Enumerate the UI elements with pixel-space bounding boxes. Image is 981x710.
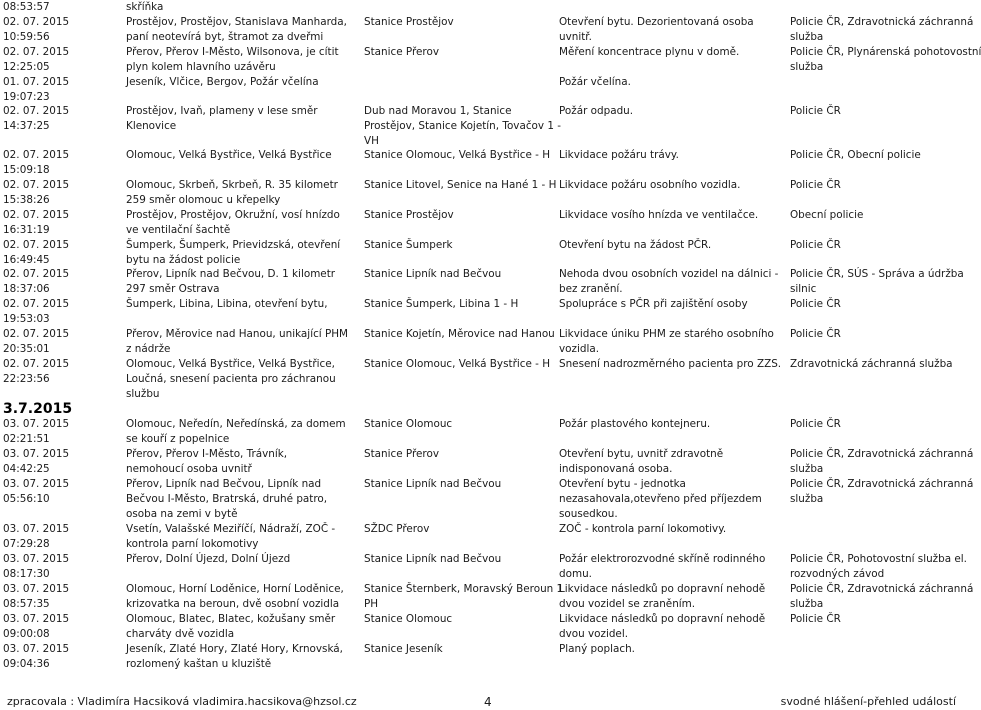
row-event: Likvidace požáru trávy.: [559, 149, 679, 161]
row-time: 08:53:57: [3, 1, 50, 13]
row-time: 08:17:30: [3, 568, 50, 580]
row-date: 03. 07. 2015: [3, 418, 70, 430]
row-event: Měření koncentrace plynu v domě.: [559, 46, 740, 58]
row-station: Stanice Šumperk: [364, 239, 453, 251]
row-location: Přerov, Lipník nad Bečvou, Lipník nad Bečvou I-Město, Bratrská, druhé patro, osoba na zemi v bytě: [126, 478, 328, 520]
footer-document-title: svodné hlášení-přehled událostí: [780, 695, 956, 708]
row-date: 03. 07. 2015: [3, 613, 70, 625]
row-station: Stanice Olomouc, Velká Bystřice - H: [364, 149, 551, 161]
row-location: Přerov, Přerov I-Město, Wilsonova, je cítit plyn kolem hlavního uzávěru: [126, 46, 339, 73]
row-organizations: Policie ČR, Zdravotnická záchranná služba: [790, 448, 974, 475]
row-location: Olomouc, Velká Bystřice, Velká Bystřice, Loučná, snesení pacienta pro záchranou službu: [126, 358, 336, 400]
row-date: 02. 07. 2015: [3, 298, 70, 310]
row-event: Otevření bytu, uvnitř zdravotně indisponovaná osoba.: [559, 448, 724, 475]
page-number: 4: [484, 695, 492, 709]
footer-author: zpracovala : Vladimíra Hacsiková vladimira.hacsikova@hzsol.cz: [7, 695, 357, 708]
row-event: Likvidace vosího hnízda ve ventilačce.: [559, 209, 759, 221]
row-time: 05:56:10: [3, 493, 50, 505]
row-station: Stanice Šumperk, Libina 1 - H: [364, 298, 519, 310]
row-station: Stanice Lipník nad Bečvou: [364, 478, 502, 490]
row-organizations: Policie ČR, Zdravotnická záchranná služba: [790, 16, 974, 43]
row-organizations: Policie ČR, Obecní policie: [790, 149, 921, 161]
row-station: Stanice Kojetín, Měrovice nad Hanou: [364, 328, 555, 340]
row-date: 02. 07. 2015: [3, 209, 70, 221]
row-location: Olomouc, Horní Loděnice, Horní Loděnice, krizovatka na beroun, dvě osobní vozidla: [126, 583, 344, 610]
row-date: 01. 07. 2015: [3, 76, 70, 88]
row-time: 14:37:25: [3, 120, 50, 132]
row-station: Stanice Olomouc: [364, 613, 453, 625]
row-organizations: Policie ČR: [790, 418, 841, 430]
row-event: Likvidace požáru osobního vozidla.: [559, 179, 741, 191]
row-organizations: Obecní policie: [790, 209, 864, 221]
row-organizations: Policie ČR, Pohotovostní služba el. rozvodných závod: [790, 553, 967, 580]
row-event: Požár odpadu.: [559, 105, 634, 117]
row-time: 02:21:51: [3, 433, 50, 445]
row-time: 18:37:06: [3, 283, 50, 295]
row-date: 02. 07. 2015: [3, 149, 70, 161]
row-location: Přerov, Přerov I-Město, Trávník, nemohoucí osoba uvnitř: [126, 448, 288, 475]
row-event: ZOČ - kontrola parní lokomotivy.: [559, 523, 727, 535]
row-time: 08:57:35: [3, 598, 50, 610]
row-organizations: Policie ČR, Zdravotnická záchranná služba: [790, 478, 974, 505]
row-time: 09:00:08: [3, 628, 50, 640]
row-event: Spolupráce s PČR při zajištění osoby: [559, 298, 748, 310]
row-time: 15:38:26: [3, 194, 50, 206]
row-event: Planý poplach.: [559, 643, 635, 655]
row-event: Požár elektrorozvodné skříně rodinného domu.: [559, 553, 766, 580]
row-date: 03. 07. 2015: [3, 553, 70, 565]
row-time: 16:49:45: [3, 254, 50, 266]
row-event: Otevření bytu. Dezorientovaná osoba uvnitř.: [559, 16, 754, 43]
row-station: Stanice Jeseník: [364, 643, 443, 655]
row-event: Likvidace úniku PHM ze starého osobního vozidla.: [559, 328, 774, 355]
row-location: Přerov, Dolní Újezd, Dolní Újezd: [126, 553, 291, 565]
row-location: Jeseník, Zlaté Hory, Zlaté Hory, Krnovská, rozlomený kaštan u kluziště: [126, 643, 343, 670]
row-time: 04:42:25: [3, 463, 50, 475]
row-organizations: Policie ČR, SÚS - Správa a údržba silnic: [790, 268, 964, 295]
row-event: Snesení nadrozměrného pacienta pro ZZS.: [559, 358, 782, 370]
row-date: 02. 07. 2015: [3, 179, 70, 191]
row-location: Jeseník, Vlčice, Bergov, Požár včelína: [126, 76, 319, 88]
row-organizations: Policie ČR: [790, 239, 841, 251]
row-date: 02. 07. 2015: [3, 268, 70, 280]
row-date: 02. 07. 2015: [3, 16, 70, 28]
row-organizations: Policie ČR: [790, 328, 841, 340]
row-date: 03. 07. 2015: [3, 643, 70, 655]
row-location: Šumperk, Šumperk, Prievidzská, otevření bytu na žádost policie: [126, 239, 341, 266]
row-organizations: Policie ČR: [790, 613, 841, 625]
page-footer: [0, 695, 960, 709]
row-location: Šumperk, Libina, Libina, otevření bytu,: [126, 298, 328, 310]
row-station: Stanice Litovel, Senice na Hané 1 - H: [364, 179, 557, 191]
row-station: Dub nad Moravou 1, Stanice Prostějov, Stanice Kojetín, Tovačov 1 - VH: [364, 105, 562, 147]
row-organizations: Policie ČR: [790, 105, 841, 117]
row-event: Otevření bytu - jednotka nezasahovala,otevřeno před příjezdem sousedkou.: [559, 478, 762, 520]
row-station: Stanice Přerov: [364, 46, 439, 58]
row-time: 09:04:36: [3, 658, 50, 670]
row-location: Olomouc, Neředín, Neředínská, za domem se kouří z popelnice: [126, 418, 346, 445]
row-time: 10:59:56: [3, 31, 50, 43]
row-station: Stanice Lipník nad Bečvou: [364, 268, 502, 280]
row-organizations: Policie ČR, Plynárenská pohotovostní služba: [790, 46, 981, 73]
row-date: 02. 07. 2015: [3, 358, 70, 370]
row-date: 02. 07. 2015: [3, 328, 70, 340]
row-station: Stanice Prostějov: [364, 209, 454, 221]
row-event: Likvidace následků po dopravní nehodě dvou vozidel.: [559, 613, 766, 640]
row-time: 07:29:28: [3, 538, 50, 550]
row-location: Prostějov, Prostějov, Stanislava Manharda, paní neotevírá byt, štramot za dveřmi: [126, 16, 347, 43]
row-location: Přerov, Měrovice nad Hanou, unikající PHM z nádrže: [126, 328, 349, 355]
row-date: 03. 07. 2015: [3, 583, 70, 595]
row-date: 03. 07. 2015: [3, 448, 70, 460]
row-time: 19:53:03: [3, 313, 50, 325]
day-heading: 3.7.2015: [3, 401, 73, 417]
row-location: Olomouc, Velká Bystřice, Velká Bystřice: [126, 149, 332, 161]
row-organizations: Policie ČR: [790, 179, 841, 191]
row-location: Prostějov, Prostějov, Okružní, vosí hnízdo ve ventilační šachtě: [126, 209, 340, 236]
row-date: 02. 07. 2015: [3, 105, 70, 117]
row-time: 16:31:19: [3, 224, 50, 236]
row-organizations: Policie ČR: [790, 298, 841, 310]
row-date: 03. 07. 2015: [3, 478, 70, 490]
row-date: 02. 07. 2015: [3, 239, 70, 251]
row-event: Nehoda dvou osobních vozidel na dálnici - bez zranění.: [559, 268, 779, 295]
row-time: 20:35:01: [3, 343, 50, 355]
row-time: 15:09:18: [3, 164, 50, 176]
row-event: Likvidace následků po dopravní nehodě dvou vozidel se zraněním.: [559, 583, 766, 610]
row-date: 03. 07. 2015: [3, 523, 70, 535]
row-station: SŽDC Přerov: [364, 523, 430, 535]
row-event: Otevření bytu na žádost PČR.: [559, 239, 712, 251]
row-location: Prostějov, Ivaň, plameny v lese směr Klenovice: [126, 105, 318, 132]
row-organizations: Policie ČR, Zdravotnická záchranná služba: [790, 583, 974, 610]
row-event: Požár plastového kontejneru.: [559, 418, 711, 430]
row-location: Přerov, Lipník nad Bečvou, D. 1 kilometr 297 směr Ostrava: [126, 268, 336, 295]
row-station: Stanice Olomouc: [364, 418, 453, 430]
row-time: 19:07:23: [3, 91, 50, 103]
row-station: Stanice Přerov: [364, 448, 439, 460]
row-time: 22:23:56: [3, 373, 50, 385]
row-location: Olomouc, Blatec, Blatec, kožušany směr charváty dvě vozidla: [126, 613, 336, 640]
row-station: Stanice Prostějov: [364, 16, 454, 28]
row-date: 02. 07. 2015: [3, 46, 70, 58]
row-event: Požár včelína.: [559, 76, 631, 88]
row-location: Olomouc, Skrbeň, Skrbeň, R. 35 kilometr 259 směr olomouc u křepelky: [126, 179, 338, 206]
row-station: Stanice Lipník nad Bečvou: [364, 553, 502, 565]
row-location: Vsetín, Valašské Meziříčí, Nádraží, ZOČ - kontrola parní lokomotivy: [126, 523, 336, 550]
row-organizations: Zdravotnická záchranná služba: [790, 358, 953, 370]
row-time: 12:25:05: [3, 61, 50, 73]
row-location: skříňka: [126, 1, 164, 13]
row-station: Stanice Šternberk, Moravský Beroun 1 PH: [364, 583, 564, 610]
row-station: Stanice Olomouc, Velká Bystřice - H: [364, 358, 551, 370]
